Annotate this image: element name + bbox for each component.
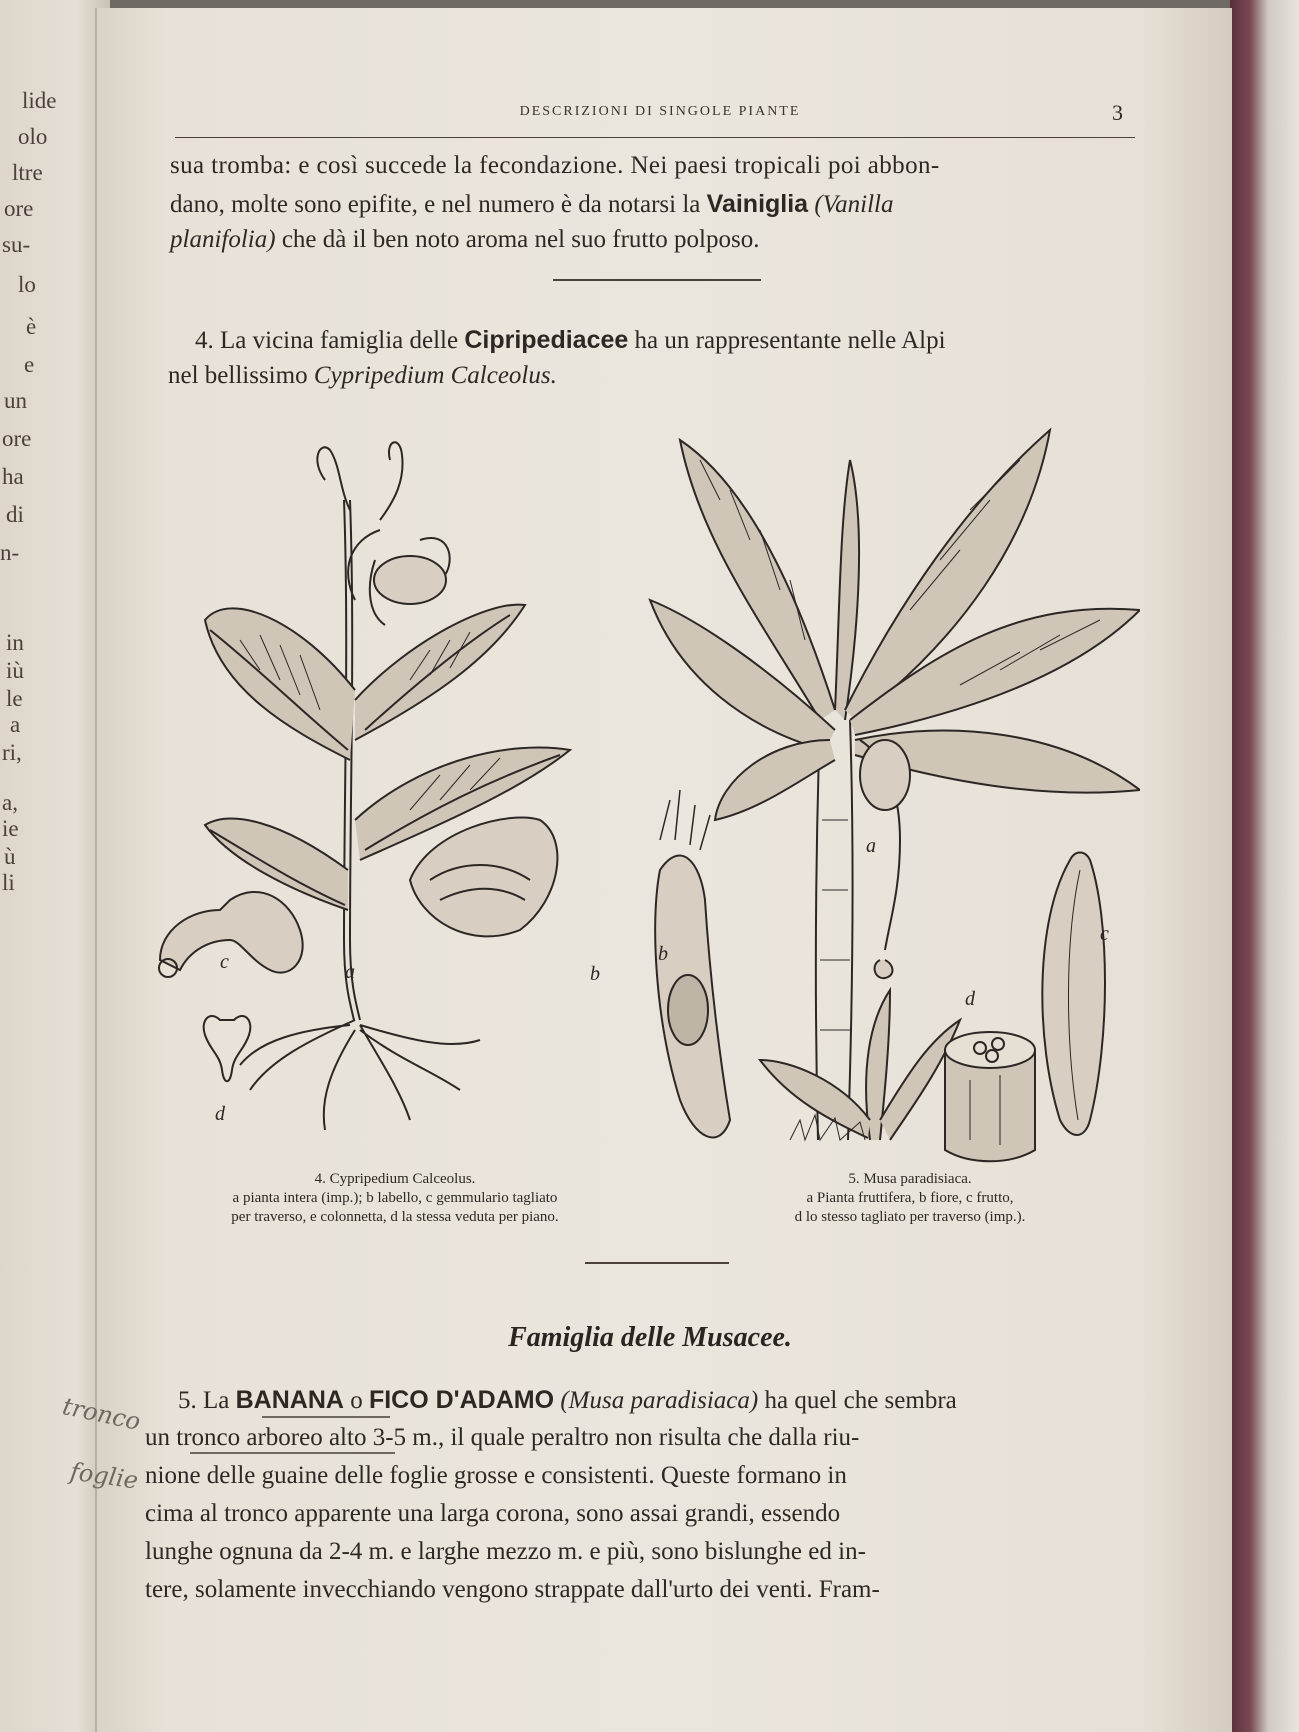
text-line: nel bellissimo Cypripedium Calceolus. [168,362,557,389]
header-rule [175,137,1135,138]
left-fragment: ha [2,464,24,489]
left-fragment: olo [18,124,48,149]
fig5-caption-title: 5. Musa paradisiaca. [848,1171,972,1187]
left-fragment: è [26,314,37,339]
separator-rule [553,279,761,281]
left-fragment: e [24,352,35,377]
left-fragment: a, [2,790,18,815]
text-line: 4. La vicina famiglia delle Cipripediacee ha un rappresentante nelle Alpi [195,326,946,354]
pencil-note: foglie [68,1457,140,1495]
left-fragment: lo [18,272,36,297]
fig4-caption [135,1170,655,1227]
text-line: lunghe ognuna da 2-4 m. e larghe mezzo m. e più, sono bislunghe ed in- [145,1538,866,1565]
pencil-underline [190,1452,395,1454]
fig4-caption-line: a pianta intera (imp.); b labello, c gemmulario tagliato [232,1190,558,1206]
fig4-letter-c: c [220,951,229,973]
left-fragment: li [2,870,15,895]
text-line: tere, solamente invecchiando vengono strappate dall'urto dei venti. Fram- [145,1576,880,1603]
fig4-caption-line: per traverso, e colonnetta, d la stessa veduta per piano. [231,1209,559,1225]
text-line: un tronco arboreo alto 3-5 m., il quale peraltro non risulta che dalla riu- [145,1424,860,1451]
left-fragment: lide [22,88,57,113]
left-fragment: in [6,630,24,655]
text-line: 5. La BANANA o FICO D'ADAMO (Musa paradisiaca) ha quel che sembra [178,1386,957,1414]
left-fragment: ore [2,426,32,451]
left-fragment: n- [0,540,20,565]
pencil-note: tronco [59,1392,143,1436]
fig4-caption-title: 4. Cypripedium Calceolus. [314,1171,476,1187]
left-fragment: ie [2,816,19,841]
cypripedium-illustration [150,440,620,1160]
term-banana: BANANA [235,1386,344,1414]
fig5-caption [690,1170,1130,1227]
pencil-underline [262,1416,390,1418]
fig5-caption-line: d lo stesso tagliato per traverso (imp.). [794,1209,1026,1225]
text-line: planifolia) che dà il ben noto aroma nel suo frutto polposo. [170,226,760,253]
term-cipripediacee: Cipripediacee [464,326,629,354]
section-title: Famiglia delle Musacee. [508,1322,792,1353]
fig5-letter-d: d [965,988,975,1010]
left-fragment: su- [2,232,31,257]
running-header: DESCRIZIONI DI SINGOLE PIANTE [519,104,801,119]
fig4-letter-d: d [215,1103,225,1125]
text-line: sua tromba: e così succede la fecondazione. Nei paesi tropicali poi abbon- [170,152,940,179]
left-fragment: iù [6,658,24,683]
left-fragment: di [6,502,24,527]
left-fragment: a [10,712,21,737]
text-line: cima al tronco apparente una larga corona, sono assai grandi, essendo [145,1500,841,1527]
book-cover-edge [1230,0,1299,1732]
fig5-letter-c: c [1100,923,1109,945]
left-fragment: un [4,388,27,413]
text-line: dano, molte sono epifite, e nel numero è da notarsi la Vainiglia (Vanilla [170,190,894,218]
term-fico-adamo: FICO D'ADAMO [368,1386,555,1414]
left-fragment: le [6,686,23,711]
fig5-letter-b: b [658,943,668,965]
left-fragment: ri, [2,740,22,765]
left-fragment: ore [4,196,34,221]
page-number: 3 [1112,100,1123,125]
left-fragment: ù [4,844,16,869]
fig4-letter-b: b [590,963,600,985]
text-line: nione delle guaine delle foglie grosse e consistenti. Queste formano in [145,1462,847,1489]
term-vainiglia: Vainiglia [706,190,809,218]
separator-rule [585,1262,729,1264]
musa-illustration [640,420,1140,1170]
fig5-caption-line: a Pianta fruttifera, b fiore, c frutto, [806,1190,1014,1206]
left-fragment: ltre [12,160,43,185]
fig5-letter-a: a [866,835,876,857]
fig4-letter-a: a [345,961,355,983]
